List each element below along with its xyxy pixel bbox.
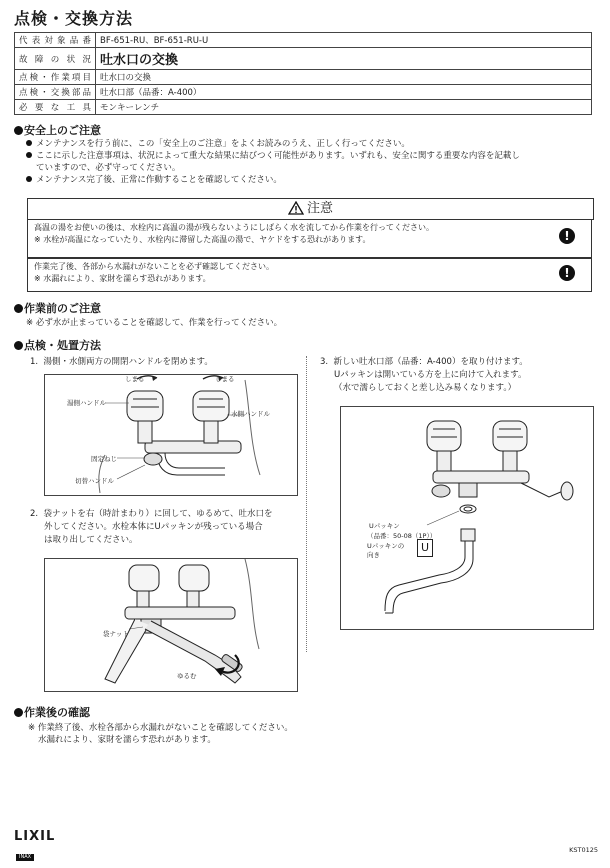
spec-row: [15, 48, 592, 70]
bullet-dot-icon: [14, 708, 23, 717]
bullet-dot-icon: [14, 341, 23, 350]
spec-row: [15, 100, 592, 115]
label-switch-handle: 切替ハンドル: [75, 477, 114, 485]
warning-triangle-icon: [288, 201, 304, 215]
list-item: ここに示した注意事項は、状況によって重大な結果に結びつく可能性があります。いずれも、安全に関する重要な内容を記載し: [26, 150, 596, 162]
spec-value: 吐水口の交換: [96, 70, 592, 85]
safety-heading: 安全上のご注意: [14, 122, 101, 138]
caution-note: ※ 水栓が高温になっていたり、水栓内に滞留した高温の湯で、ヤケドをする恐れがあります。: [34, 235, 371, 244]
spec-key: 点検・作業項目: [15, 70, 96, 85]
lixil-logo: LIXIL INAX: [14, 829, 56, 860]
spec-table: [14, 32, 592, 115]
label-close-hot: しまる: [125, 375, 145, 383]
u-packing-symbol: U: [417, 539, 433, 557]
label-cap-nut: 袋ナット: [103, 630, 129, 638]
exclamation-icon: !: [559, 265, 575, 281]
step-2: 2. 袋ナットを右（時計まわり）に回して、ゆるめて、吐水口を 外してください。水栓本体にUパッキンが残っている場合 は取り出してください。: [30, 509, 273, 545]
page-title: 点検・交換方法: [14, 9, 134, 28]
exclamation-icon: !: [559, 228, 575, 244]
spec-key: 点検・交換部品: [15, 85, 96, 100]
spec-key: 故障の状況: [15, 48, 96, 70]
label-u-packing-part: （品番：50-08（1P））: [367, 532, 437, 540]
caution-box: [27, 258, 592, 292]
label-packing-direction-2: 向き: [367, 551, 380, 559]
bullet-icon: [26, 176, 32, 182]
after-heading: 作業後の確認: [14, 704, 90, 720]
wrench-nut-illustration: [45, 559, 297, 691]
list-item-continued: ていますので、必ず守ってください。: [36, 163, 181, 173]
bullet-icon: [26, 140, 32, 146]
label-u-packing: Uパッキン: [369, 522, 400, 530]
label-hot-handle: 湯側ハンドル: [67, 399, 106, 407]
step-3: 3. 新しい吐水口部（品番：A-400）を取り付けます。 Uパッキンは開いている方を上に向けて入れます。 （水で濡らしておくと差し込み易くなります。）: [320, 357, 528, 393]
after-text: ※ 作業終了後、水栓各部から水漏れがないことを確認してください。 水漏れにより、家財を濡らす恐れがあります。: [28, 723, 293, 745]
bullet-dot-icon: [14, 304, 23, 313]
spout-replacement-illustration: [341, 407, 593, 629]
spec-row: [15, 70, 592, 85]
label-loosen: ゆるむ: [177, 672, 197, 680]
step-1: 1. 湯側・水側両方の開閉ハンドルを閉めます。: [30, 357, 213, 367]
caution-header: [27, 198, 594, 220]
caution-text: 作業完了後、各部から水漏れがないことを必ず確認してください。: [34, 262, 274, 271]
bullet-icon: [26, 152, 32, 158]
label-cold-handle: 水側ハンドル: [231, 410, 270, 418]
list-item: メンテナンス完了後、正常に作動することを確認してください。: [26, 174, 596, 186]
faucet-figure-2: [44, 558, 298, 692]
caution-label: 注意: [306, 201, 333, 216]
spec-value: BF-651-RU、BF-651-RU-U: [96, 33, 592, 48]
column-divider: [306, 356, 307, 652]
inax-brand: INAX: [16, 854, 34, 861]
list-item: メンテナンスを行う前に、この「安全上のご注意」をよくお読みのうえ、正しく行ってください。: [26, 138, 596, 150]
before-text: ※ 必ず水が止まっていることを確認して、作業を行ってください。: [26, 318, 283, 328]
spec-row: [15, 85, 592, 100]
faucet-figure-3: [340, 406, 594, 630]
safety-bullets: [26, 138, 596, 186]
method-heading: 点検・処置方法: [14, 337, 101, 353]
spec-value: 吐水口部（品番：A-400）: [96, 85, 592, 100]
faucet-figure-1: [44, 374, 298, 496]
label-fixing-screw: 固定ねじ: [91, 455, 117, 463]
spec-value: 吐水口の交換: [96, 48, 592, 70]
caution-note: ※ 水漏れにより、家財を濡らす恐れがあります。: [34, 274, 211, 283]
label-close-cold: しまる: [215, 375, 235, 383]
bullet-dot-icon: [14, 126, 23, 135]
caution-box: [27, 220, 592, 258]
spec-key: 必要な工具: [15, 100, 96, 115]
document-code: KST0125: [569, 846, 598, 854]
spec-row: [15, 33, 592, 48]
caution-text: 高温の湯をお使いの後は、水栓内に高温の湯が残らないようにしばらく水を流してから作業を行ってください。: [34, 223, 434, 232]
spec-value: モンキーレンチ: [96, 100, 592, 115]
before-heading: 作業前のご注意: [14, 300, 101, 316]
label-packing-direction: Uパッキンの: [367, 542, 405, 550]
spec-key: 代表対象品番: [15, 33, 96, 48]
